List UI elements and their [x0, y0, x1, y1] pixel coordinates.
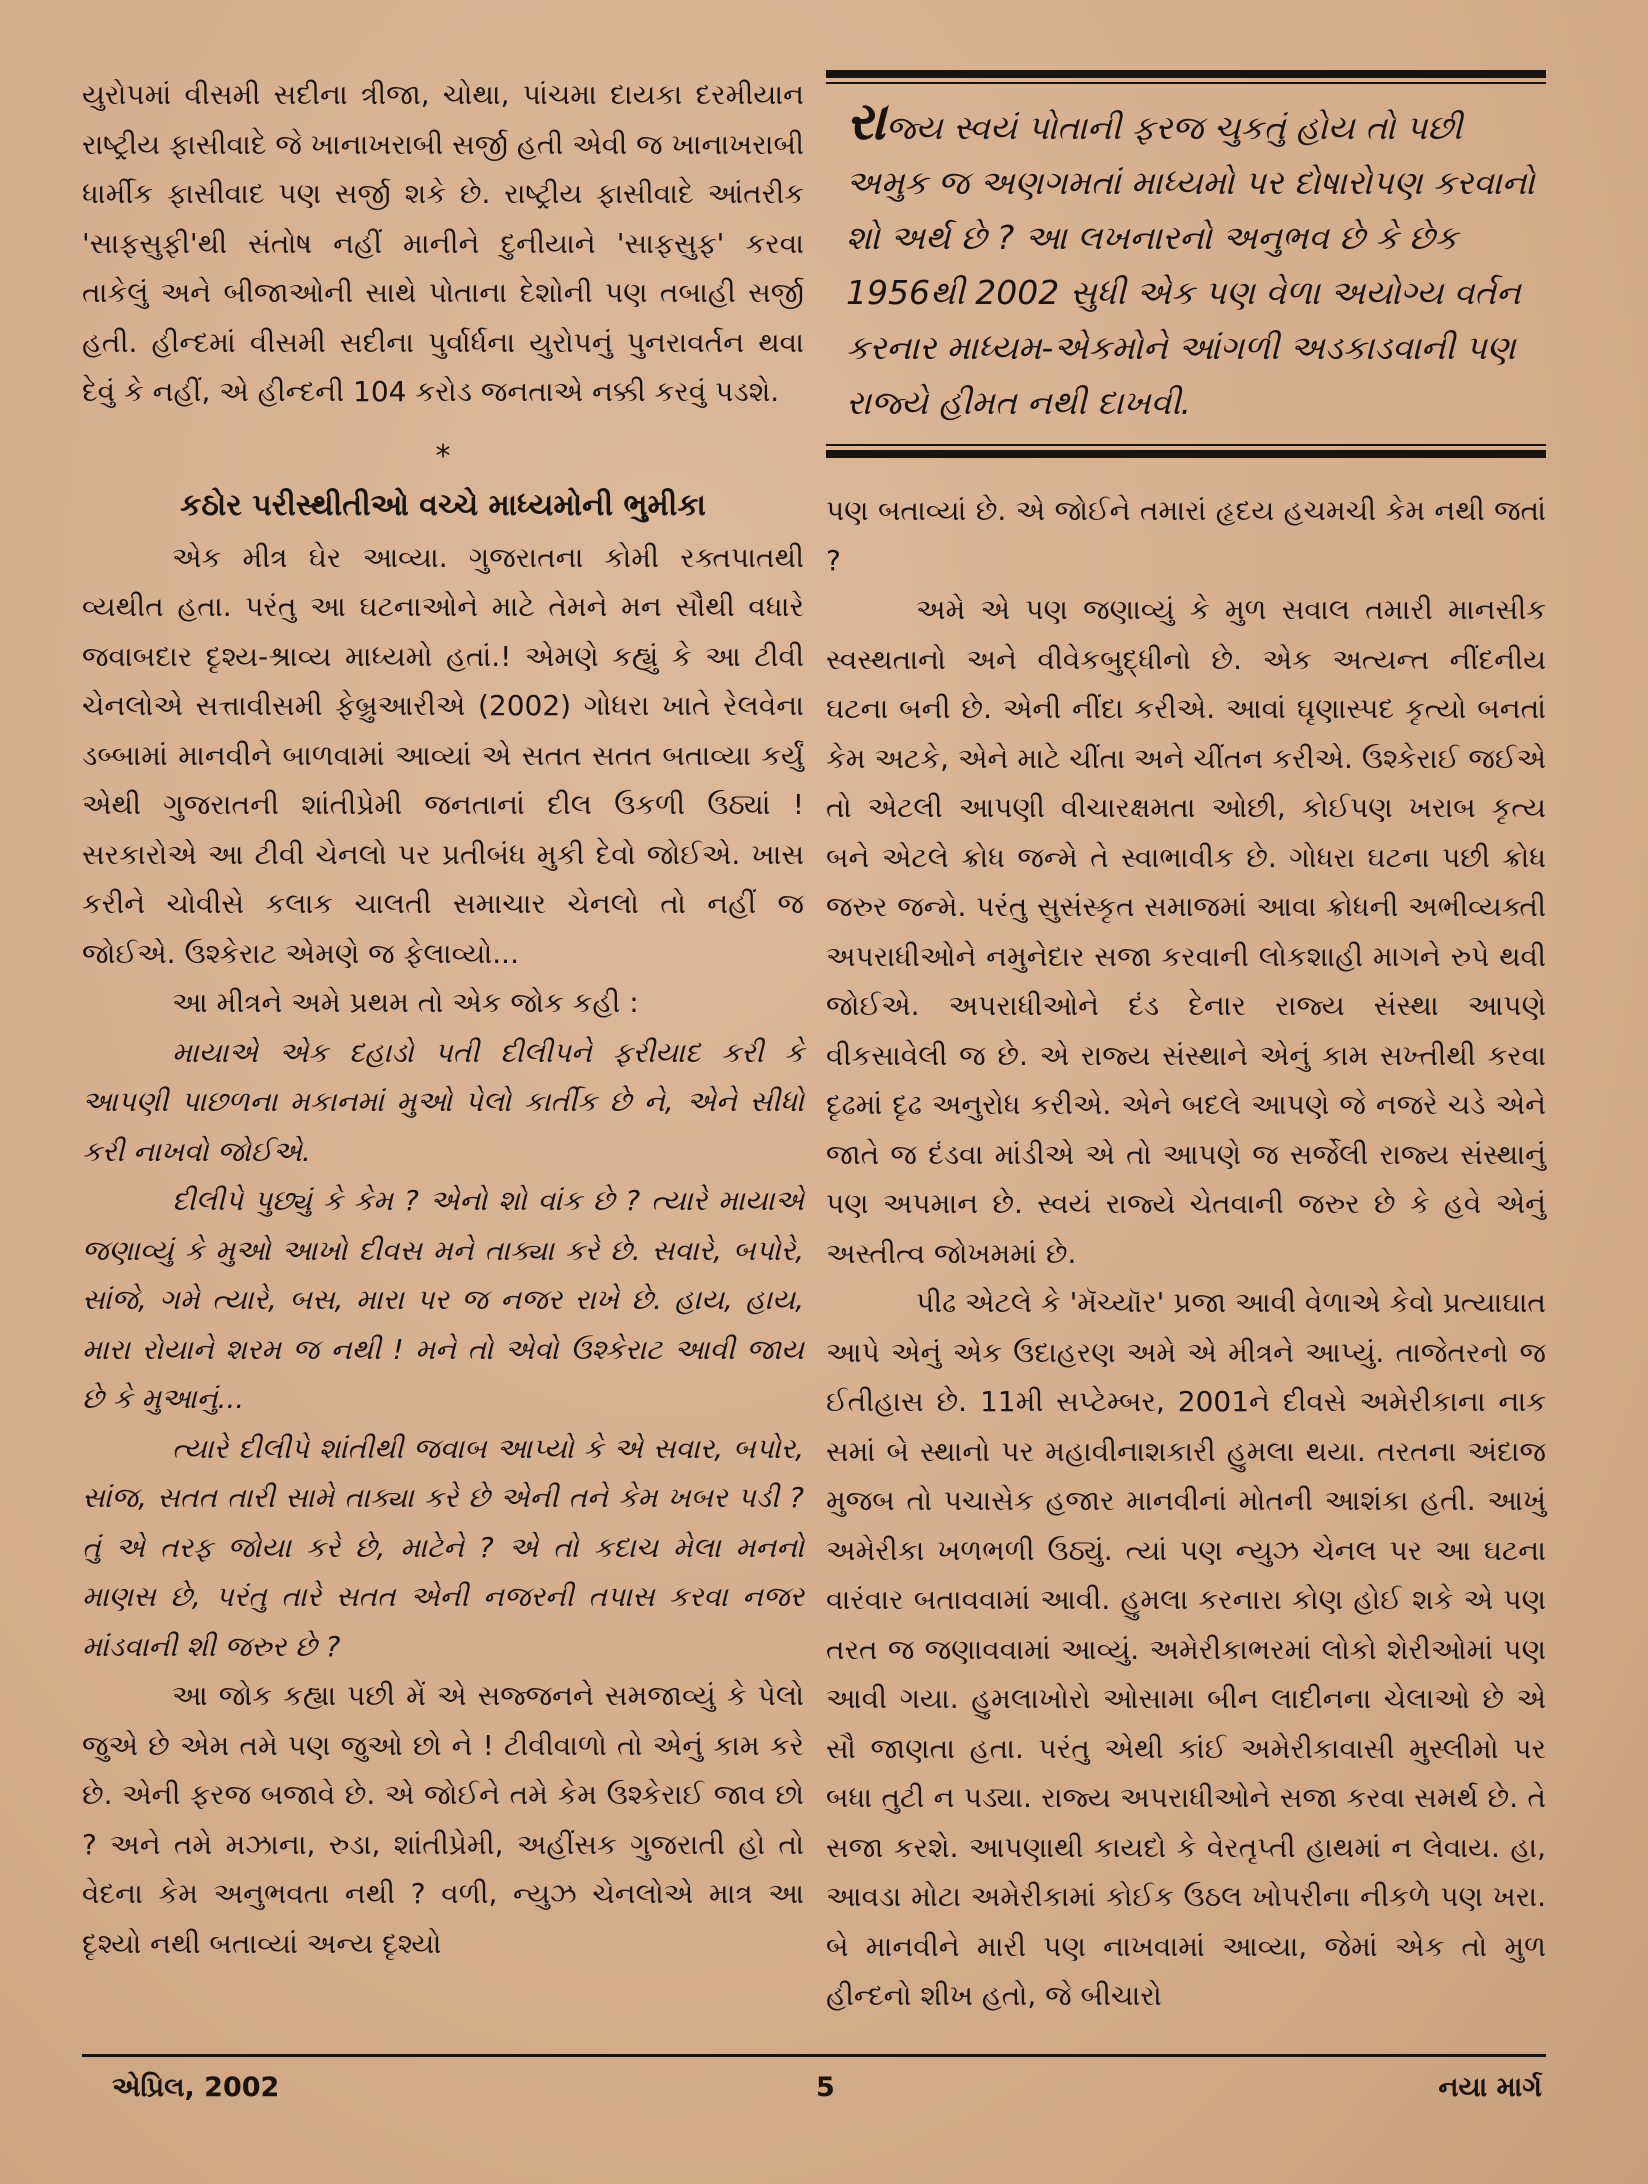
- paragraph: આ જોક કહ્યા પછી મેં એ સજ્જનને સમજાવ્યું કે પેલો જુએ છે એમ તમે પણ જુઓ છો ને ! ટીવીવાળો તો એનું કામ કરે છે. એની ફરજ બજાવે છે. એ જોઈને તમે કેમ ઉશ્કેરાઈ જાવ છો ? અને તમે મઝાના, રુડા, શાંતીપ્રેમી, અહીંસક ગુજરાતી હો તો વેદના કેમ અનુભવતા નથી ? વળી, ન્યુઝ ચેનલોએ માત્ર આ દૃશ્યો નથી બતાવ્યાં અન્ય દૃશ્યો: [82, 1679, 804, 1960]
- joke-paragraph: દીલીપે પુછ્યું કે કેમ ? એનો શો વાંક છે ? ત્યારે માયાએ જણાવ્યું કે મુઓ આખો દીવસ મને તાક્યા કરે છે. સવારે, બપોરે, સાંજે, ગમે ત્યારે, બસ, મારા પર જ નજર રાખે છે. હાય, હાય, મારા રોયાને શરમ જ નથી ! મને તો એવો ઉશ્કેરાટ આવી જાય છે કે મુઆનું...: [82, 1184, 804, 1415]
- pull-quote-body: જ્ય સ્વયં પોતાની ફરજ ચુકતું હોય તો પછી અમુક જ અણગમતાં માધ્યમો પર દોષારોપણ કરવાનો શો અર્થ છે ? આ લખનારનો અનુભવ છે કે છેક 1956થી 2002 સુધી એક પણ વેળા અયોગ્ય વર્તન કરનાર માધ્યમ-એકમોને આંગળી અડકાડવાની પણ રાજ્યે હીમત નથી દાખવી.: [846, 108, 1535, 422]
- left-column: [82, 70, 804, 1968]
- pull-quote-top-rule: [826, 70, 1546, 78]
- drop-cap: રા: [846, 92, 886, 152]
- pull-quote-text: [826, 84, 1546, 440]
- footer-rule: [82, 2054, 1546, 2057]
- paragraph: એક મીત્ર ઘેર આવ્યા. ગુજરાતના કોમી રક્તપાતથી વ્યથીત હતા. પરંતુ આ ઘટનાઓને માટે તેમને મન સૌથી વધારે જવાબદાર દૃશ્ય-શ્રાવ્ય માધ્યમો હતાં.! એમણે કહ્યું કે આ ટીવી ચેનલોએ સત્તાવીસમી ફેબ્રુઆરીએ (2002) ગોધરા ખાતે રેલવેના ડબ્બામાં માનવીને બાળવામાં આવ્યાં એ સતત સતત બતાવ્યા કર્યું એથી ગુજરાતની શાંતીપ્રેમી જનતાનાં દીલ ઉકળી ઉઠ્યાં ! સરકારોએ આ ટીવી ચેનલો પર પ્રતીબંધ મુકી દેવો જોઈએ. ખાસ કરીને ચોવીસે કલાક ચાલતી સમાચાર ચેનલો તો નહીં જ જોઈએ. ઉશ્કેરાટ એમણે જ ફેલાવ્યો...: [82, 540, 804, 970]
- magazine-name: નયા માર્ગ: [1438, 2072, 1542, 2103]
- paragraph: અમે એ પણ જણાવ્યું કે મુળ સવાલ તમારી માનસીક સ્વસ્થતાનો અને વીવેકબુદ્ધીનો છે. એક અત્યન્ત નીંદનીય ઘટના બની છે. એની નીંદા કરીએ. આવાં ઘૃણાસ્પદ કૃત્યો બનતાં કેમ અટકે, એને માટે ચીંતા અને ચીંતન કરીએ. ઉશ્કેરાઈ જઈએ તો એટલી આપણી વીચારક્ષમતા ઓછી, કોઈપણ ખરાબ કૃત્ય બને એટલે ક્રોધ જન્મે તે સ્વાભાવીક છે. ગોધરા ઘટના પછી ક્રોધ જરુર જન્મે. પરંતુ સુસંસ્કૃત સમાજમાં આવા ક્રોધની અભીવ્યક્તી અપરાધીઓને નમુનેદાર સજા કરવાની લોકશાહી માગને રુપે થવી જોઈએ. અપરાધીઓને દંડ દેનાર રાજ્ય સંસ્થા આપણે વીકસાવેલી જ છે. એ રાજ્ય સંસ્થાને એનું કામ સખ્તીથી કરવા દૃઢમાં દૃઢ અનુરોધ કરીએ. એને બદલે આપણે જે નજરે ચડે એને જાતે જ દંડવા માંડીએ એ તો આપણે જ સર્જેલી રાજ્ય સંસ્થાનું પણ અપમાન છે. સ્વયં રાજ્યે ચેતવાની જરુર છે કે હવે એનું અસ્તીત્વ જોખમમાં છે.: [826, 593, 1546, 1270]
- section-heading: કઠોર પરીસ્થીતીઓ વચ્ચે માધ્યમોની ભુમીકા: [180, 487, 706, 523]
- section-separator: *: [435, 438, 451, 474]
- joke-paragraph: માયાએ એક દહાડો પતી દીલીપને ફરીયાદ કરી કે આપણી પાછળના મકાનમાં મુઓ પેલો કાર્તીક છે ને, એને સીધો કરી નાખવો જોઈએ.: [82, 1035, 804, 1168]
- paragraph: પણ બતાવ્યાં છે. એ જોઈને તમારાં હૃદય હચમચી કેમ નથી જતાં ?: [826, 494, 1546, 577]
- pull-quote-bottom-rule-thin: [826, 444, 1546, 446]
- joke-paragraph: ત્યારે દીલીપે શાંતીથી જવાબ આપ્યો કે એ સવાર, બપોર, સાંજ, સતત તારી સામે તાક્યા કરે છે એની તને કેમ ખબર પડી ? તું એ તરફ જોયા કરે છે, માટેને ? એ તો કદાચ મેલા મનનો માણસ છે, પરંતુ તારે સતત એની નજરની તપાસ કરવા નજર માંડવાની શી જરુર છે ?: [82, 1431, 804, 1663]
- right-column: [826, 70, 1546, 2021]
- paragraph: આ મીત્રને અમે પ્રથમ તો એક જોક કહી :: [172, 986, 639, 1019]
- page-number: 5: [816, 2072, 835, 2103]
- pull-quote-bottom-rule: [826, 450, 1546, 458]
- paragraph: યુરોપમાં વીસમી સદીના ત્રીજા, ચોથા, પાંચમા દાયકા દરમીયાન રાષ્ટ્રીય ફાસીવાદે જે ખાનાખરાબી સર્જી હતી એવી જ ખાનાખરાબી ધાર્મીક ફાસીવાદ પણ સર્જી શકે છે. રાષ્ટ્રીય ફાસીવાદે આંતરીક 'સાફસુફી'થી સંતોષ નહીં માનીને દુનીયાને 'સાફસુફ' કરવા તાકેલું અને બીજાઓની સાથે પોતાના દેશોની પણ તબાહી સર્જી હતી. હીન્દમાં વીસમી સદીના પુર્વાર્ધના યુરોપનું પુનરાવર્તન થવા દેવું કે નહીં, એ હીન્દની 104 કરોડ જનતાએ નક્કી કરવું પડશે.: [82, 78, 805, 408]
- footer-date: એપ્રિલ, 2002: [112, 2072, 280, 2103]
- paragraph: પીઢ એટલે કે 'મૅચ્યૉર' પ્રજા આવી વેળાએ કેવો પ્રત્યાઘાત આપે એનું એક ઉદાહરણ અમે એ મીત્રને આપ્યું. તાજેતરનો જ ઈતીહાસ છે. 11મી સપ્ટેમ્બર, 2001ને દીવસે અમેરીકાના નાક સમાં બે સ્થાનો પર મહાવીનાશકારી હુમલા થયા. તરતના અંદાજ મુજબ તો પચાસેક હજાર માનવીનાં મોતની આશંકા હતી. આખું અમેરીકા ખળભળી ઉઠ્યું. ત્યાં પણ ન્યુઝ ચેનલ પર આ ઘટના વારંવાર બતાવવામાં આવી. હુમલા કરનારા કોણ હોઈ શકે એ પણ તરત જ જણાવવામાં આવ્યું. અમેરીકાભરમાં લોકો શેરીઓમાં પણ આવી ગયા. હુમલાખોરો ઓસામા બીન લાદીનના ચેલાઓ છે એ સૌ જાણતા હતા. પરંતુ એથી કાંઈ અમેરીકાવાસી મુસ્લીમો પર બધા તુટી ન પડ્યા. રાજ્ય અપરાધીઓને સજા કરવા સમર્થ છે. તે સજા કરશે. આપણાથી કાયદો કે વેરતૃપ્તી હાથમાં ન લેવાય. હા, આવડા મોટા અમેરીકામાં કોઈક ઉઠલ ખોપરીના નીકળે પણ ખરા. બે માનવીને મારી પણ નાખવામાં આવ્યા, જેમાં એક તો મુળ હીન્દનો શીખ હતો, જે બીચારો: [826, 1286, 1546, 2012]
- pull-quote: [826, 70, 1546, 458]
